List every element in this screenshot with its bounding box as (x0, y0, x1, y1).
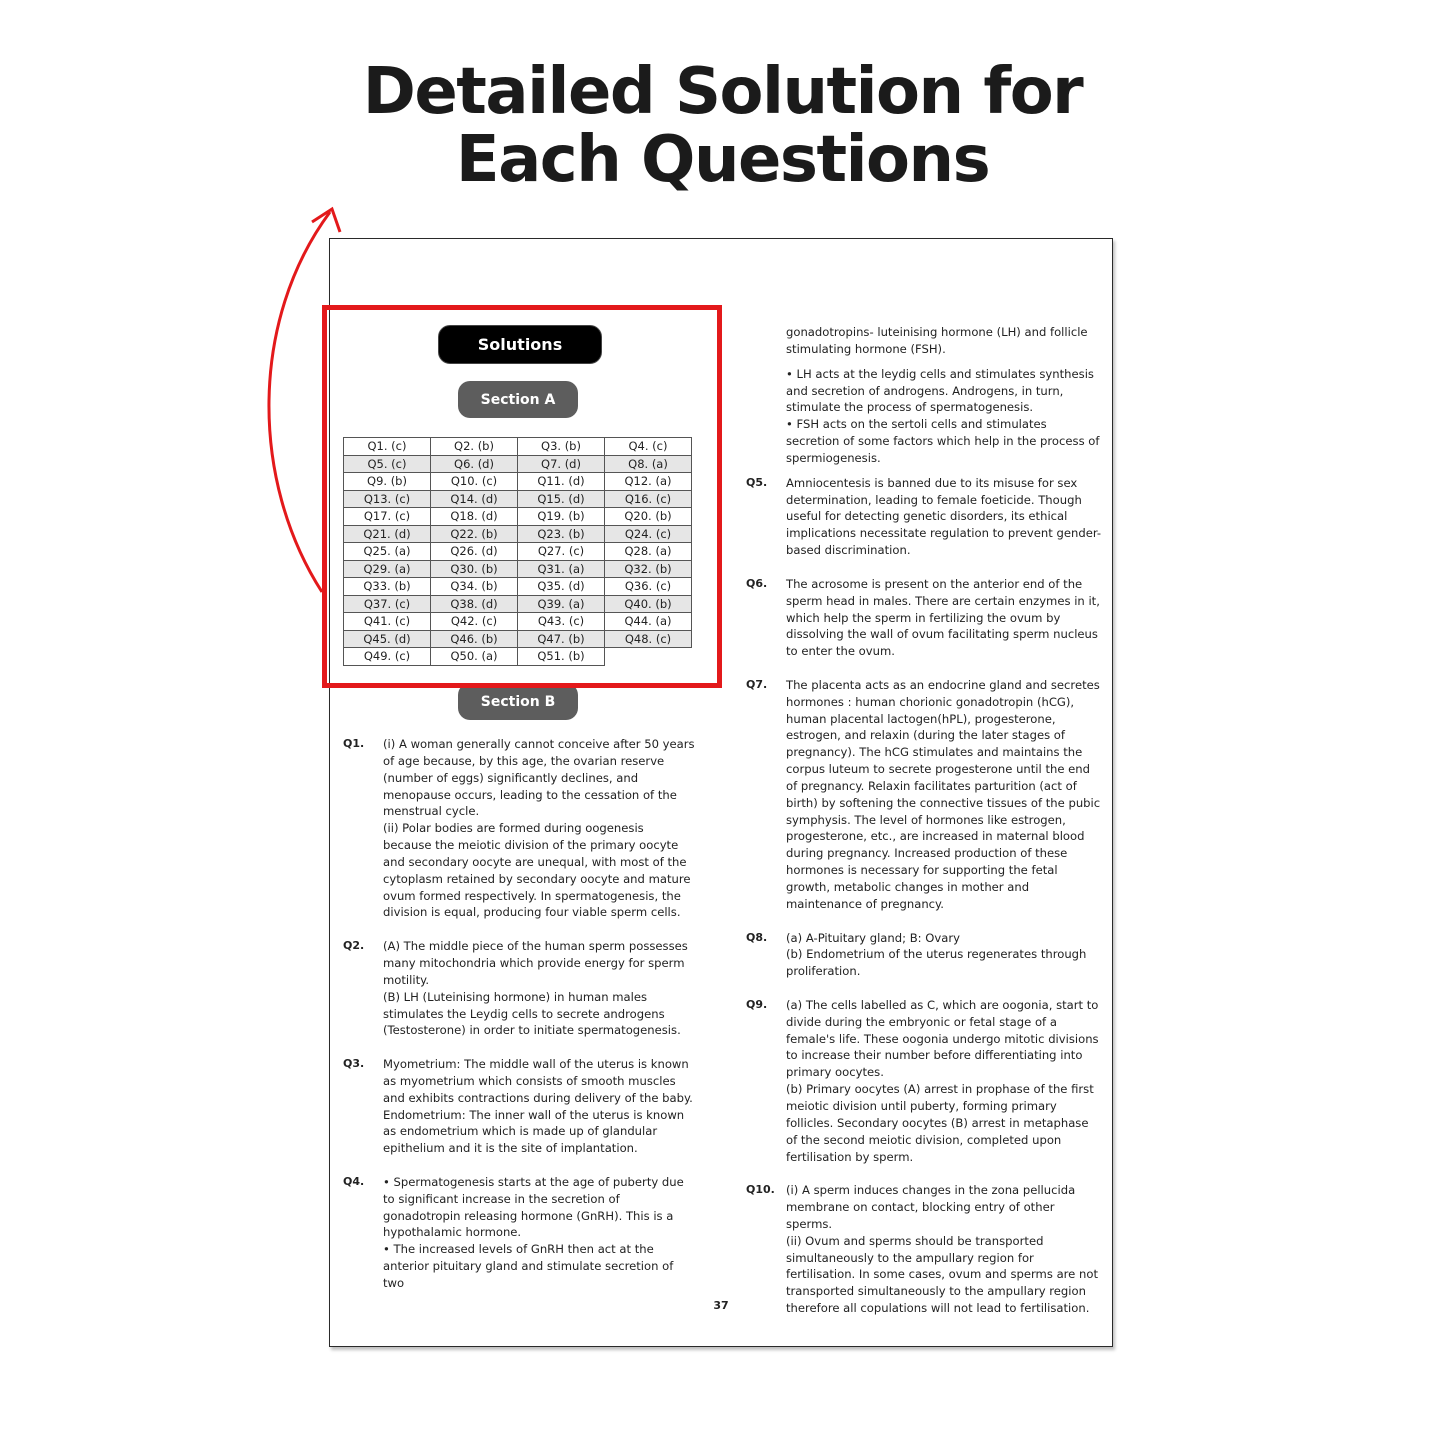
answer-text (786, 475, 1102, 559)
answer-cell: Q29. (a) (344, 560, 431, 578)
answer-text (786, 997, 1102, 1165)
document-page (329, 238, 1113, 1347)
section-b-heading: Section B (458, 683, 578, 720)
right-column (746, 324, 1102, 1334)
answer-text (786, 677, 1102, 913)
question-answer (746, 997, 1102, 1165)
answer-paragraph: (a) A-Pituitary gland; B: Ovary (786, 930, 960, 945)
answer-cell (605, 648, 692, 666)
solutions-heading: Solutions (438, 325, 602, 364)
answer-cell: Q51. (b) (518, 648, 605, 666)
answer-paragraph: Amniocentesis is banned due to its misuse for sex determination, leading to female foeticide. Though useful for detecting genetic disorders, its ethical implications necessitate regulation to prevent gender-based discrimination. (786, 475, 1102, 558)
answer-cell: Q50. (a) (431, 648, 518, 666)
question-answer (746, 576, 1102, 660)
answer-paragraph: (A) The middle piece of the human sperm possesses many mitochondria which provide energy for sperm motility. (383, 939, 688, 987)
answer-key-table (343, 437, 692, 666)
answer-paragraph: (i) A sperm induces changes in the zona pellucida membrane on contact, blocking entry of other sperms. (786, 1183, 1076, 1231)
answer-cell: Q40. (b) (605, 595, 692, 613)
question-label: Q9. (746, 997, 768, 1011)
answer-cell: Q32. (b) (605, 560, 692, 578)
answer-paragraph: (B) LH (Luteinising hormone) in human males stimulates the Leydig cells to secrete androgens (Testosterone) in order to initiate spermatogenesis. (383, 989, 681, 1038)
answer-cell: Q46. (b) (431, 630, 518, 648)
answer-cell: Q8. (a) (605, 455, 692, 473)
answer-cell: Q14. (d) (431, 490, 518, 508)
headline-line-2: Each Questions (455, 123, 990, 197)
table-row (344, 560, 692, 578)
answer-paragraph: • Spermatogenesis starts at the age of puberty due to significant increase in the secretion of gonadotropin releasing hormone (GnRH). This is a hypothalamic hormone. (383, 1174, 684, 1240)
answer-text (383, 938, 695, 1039)
answer-cell: Q39. (a) (518, 595, 605, 613)
answer-cell: Q47. (b) (518, 630, 605, 648)
question-answer (343, 736, 695, 921)
continuation-paragraph: gonadotropins- luteinising hormone (LH) and follicle stimulating hormone (FSH). (786, 325, 1088, 356)
question-answer (746, 677, 1102, 913)
question-label: Q4. (343, 1174, 365, 1188)
continuation-paragraph: • LH acts at the leydig cells and stimulates synthesis and secretion of androgens. Androgens, in turn, stimulate the process of spermatogenesis. (786, 366, 1094, 415)
answer-text (383, 1056, 695, 1157)
continuation-block (786, 324, 1102, 467)
answer-text (786, 576, 1102, 660)
continuation-paragraph: • FSH acts on the sertoli cells and stimulates secretion of some factors which help in the process of spermiogenesis. (786, 417, 1100, 465)
answer-cell: Q3. (b) (518, 438, 605, 456)
table-row (344, 648, 692, 666)
question-label: Q7. (746, 677, 768, 691)
answer-cell: Q43. (c) (518, 613, 605, 631)
page-headline (0, 55, 1445, 197)
answer-cell: Q22. (b) (431, 525, 518, 543)
question-label: Q1. (343, 737, 365, 750)
answer-cell: Q42. (c) (431, 613, 518, 631)
answer-cell: Q5. (c) (344, 455, 431, 473)
question-label: Q8. (746, 930, 768, 944)
answer-cell: Q2. (b) (431, 438, 518, 456)
table-row (344, 578, 692, 596)
answer-paragraph: (i) A woman generally cannot conceive after 50 years of age because, by this age, the ovarian reserve (number of eggs) significantly declines, and menopause occurs, leading to the cessation of the menstrual cycle. (383, 737, 695, 819)
question-answer (746, 475, 1102, 559)
question-label: Q3. (343, 1057, 365, 1071)
answer-cell: Q20. (b) (605, 508, 692, 526)
answer-cell: Q34. (b) (431, 578, 518, 596)
answer-paragraph: (a) The cells labelled as C, which are oogonia, start to divide during the embryonic or fetal stage of a female's life. These oogonia undergo mitotic divisions to increase their number before differentiating into primary oocytes. (786, 997, 1099, 1080)
answer-cell: Q21. (d) (344, 525, 431, 543)
answer-cell: Q13. (c) (344, 490, 431, 508)
answer-text (383, 1174, 695, 1292)
question-answer (343, 938, 695, 1039)
section-a-heading: Section A (458, 381, 578, 418)
answer-cell: Q35. (d) (518, 578, 605, 596)
answer-text (383, 736, 695, 921)
table-row (344, 455, 692, 473)
answer-cell: Q45. (d) (344, 630, 431, 648)
question-label: Q5. (746, 475, 768, 489)
answer-paragraph: (b) Endometrium of the uterus regenerates through proliferation. (786, 947, 1087, 979)
answer-cell: Q31. (a) (518, 560, 605, 578)
answer-cell: Q23. (b) (518, 525, 605, 543)
answer-cell: Q37. (c) (344, 595, 431, 613)
answer-cell: Q15. (d) (518, 490, 605, 508)
table-row (344, 613, 692, 631)
answer-paragraph: (ii) Polar bodies are formed during oogenesis because the meiotic division of the primary oocyte and secondary oocyte are unequal, with most of the cytoplasm retained by secondary oocyte and mature ovum formed respectively. In spermatogenesis, the division is equal, producing four viable sperm cells. (383, 821, 691, 920)
answer-cell: Q27. (c) (518, 543, 605, 561)
table-row (344, 630, 692, 648)
answer-cell: Q12. (a) (605, 473, 692, 491)
answer-text (786, 930, 1102, 981)
answer-cell: Q19. (b) (518, 508, 605, 526)
answer-cell: Q24. (c) (605, 525, 692, 543)
table-row (344, 525, 692, 543)
table-row (344, 543, 692, 561)
question-answer (746, 930, 1102, 981)
question-answer (343, 1056, 695, 1157)
table-row (344, 473, 692, 491)
answer-cell: Q7. (d) (518, 455, 605, 473)
answer-paragraph: Endometrium: The inner wall of the uterus is known as endometrium which is made up of glandular epithelium and it is the site of implantation. (383, 1107, 685, 1156)
page-number: 37 (713, 1299, 729, 1312)
headline-line-1: Detailed Solution for (362, 55, 1083, 129)
answer-cell: Q6. (d) (431, 455, 518, 473)
answer-cell: Q36. (c) (605, 578, 692, 596)
answer-paragraph: (b) Primary oocytes (A) arrest in prophase of the first meiotic division until puberty, forming primary follicles. Secondary oocytes (B) arrest in metaphase of the second meiotic division, completed upon fertilisation by sperm. (786, 1082, 1094, 1164)
table-row (344, 490, 692, 508)
left-column (343, 736, 695, 1309)
question-answer (343, 1174, 695, 1292)
question-answer (746, 1182, 1102, 1317)
answer-cell: Q26. (d) (431, 543, 518, 561)
answer-cell: Q25. (a) (344, 543, 431, 561)
question-label: Q6. (746, 576, 768, 590)
answer-cell: Q30. (b) (431, 560, 518, 578)
answer-cell: Q11. (d) (518, 473, 605, 491)
question-label: Q10. (746, 1183, 775, 1197)
table-row (344, 595, 692, 613)
answer-paragraph: (ii) Ovum and sperms should be transported simultaneously to the ampullary region for fertilisation. In some cases, ovum and sperms are not transported simultaneously to the ampullary region therefore all copulations will not lead to fertilisation. (786, 1233, 1098, 1316)
answer-cell: Q41. (c) (344, 613, 431, 631)
answer-cell: Q49. (c) (344, 648, 431, 666)
answer-cell: Q48. (c) (605, 630, 692, 648)
answer-text (786, 1182, 1102, 1317)
answer-cell: Q4. (c) (605, 438, 692, 456)
answer-paragraph: The acrosome is present on the anterior end of the sperm head in males. There are certain enzymes in it, which help the sperm in fertilizing the ovum by dissolving the wall of ovum facilitating sperm nucleus to enter the ovum. (786, 576, 1100, 659)
table-row (344, 508, 692, 526)
answer-paragraph: Myometrium: The middle wall of the uterus is known as myometrium which consists of smooth muscles and exhibits contractions during delivery of the baby. (383, 1057, 693, 1105)
answer-cell: Q1. (c) (344, 438, 431, 456)
answer-cell: Q18. (d) (431, 508, 518, 526)
answer-cell: Q38. (d) (431, 595, 518, 613)
answer-cell: Q9. (b) (344, 473, 431, 491)
answer-paragraph: • The increased levels of GnRH then act at the anterior pituitary gland and stimulate secretion of two (383, 1242, 674, 1290)
answer-cell: Q17. (c) (344, 508, 431, 526)
answer-paragraph: The placenta acts as an endocrine gland and secretes hormones : human chorionic gonadotropin (hCG), human placental lactogen(hPL), progesterone, estrogen, and relaxin (during the later stages of pregnancy). The hCG stimulates and maintains the corpus luteum to secrete progesterone until the end of pregnancy. Relaxin facilitates parturition (act of birth) by softening the connective tissues of the pubic symphysis. The level of hormones like estrogen, progesterone, etc., are increased in maternal blood during pregnancy. Increased production of these hormones is necessary for supporting the fetal growth, metabolic changes in mother and maintenance of pregnancy. (786, 677, 1101, 911)
answer-cell: Q33. (b) (344, 578, 431, 596)
answer-cell: Q16. (c) (605, 490, 692, 508)
answer-cell: Q28. (a) (605, 543, 692, 561)
table-row (344, 438, 692, 456)
question-label: Q2. (343, 939, 365, 953)
answer-cell: Q10. (c) (431, 473, 518, 491)
answer-cell: Q44. (a) (605, 613, 692, 631)
